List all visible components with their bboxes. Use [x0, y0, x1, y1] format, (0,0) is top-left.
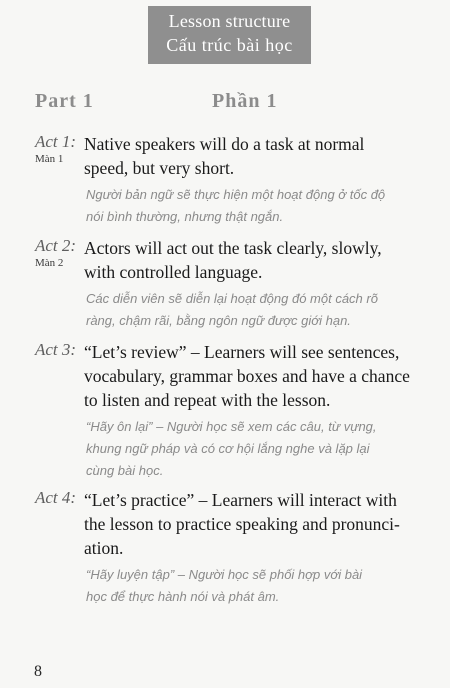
lesson-structure-title-box	[148, 6, 311, 64]
act-translation-line: khung ngữ pháp và có cơ hội lắng nghe và lặp lại	[86, 441, 370, 456]
act-sub-label: Màn 1	[35, 153, 64, 165]
act-translation-line: ràng, chậm rãi, bằng ngôn ngữ được giới hạn.	[86, 313, 351, 328]
act-translation	[86, 184, 435, 228]
act-label: Act 3:	[35, 340, 77, 359]
act-label: Act 2:	[35, 236, 77, 255]
title-english: Lesson structure	[168, 11, 291, 31]
act-translation	[86, 564, 435, 608]
act-description-line: ation.	[84, 538, 124, 558]
act-description	[84, 488, 435, 560]
act-2	[35, 236, 435, 332]
act-description	[84, 236, 435, 284]
act-description-line: the lesson to practice speaking and pronunci-	[84, 514, 400, 534]
act-description-line: “Let’s review” – Learners will see sentences,	[84, 342, 400, 362]
act-translation-line: nói bình thường, nhưng thật ngắn.	[86, 209, 284, 224]
act-description-line: to listen and repeat with the lesson.	[84, 390, 331, 410]
act-translation-line: Người bản ngữ sẽ thực hiện một hoạt động ở tốc độ	[86, 187, 386, 202]
act-translation	[86, 288, 435, 332]
act-1	[35, 132, 435, 228]
title-vietnamese: Cấu trúc bài học	[166, 35, 293, 55]
act-sub-label: Màn 2	[35, 257, 64, 269]
page-number: 8	[34, 663, 42, 680]
act-4	[35, 488, 435, 608]
act-translation-line: Các diễn viên sẽ diễn lại hoạt động đó một cách rõ	[86, 291, 378, 306]
act-translation-line: “Hãy ôn lại” – Người học sẽ xem các câu, từ vựng,	[86, 419, 377, 434]
act-description	[84, 340, 435, 412]
act-3	[35, 340, 435, 482]
act-description-line: vocabulary, grammar boxes and have a chance	[84, 366, 410, 386]
act-translation	[86, 416, 435, 482]
part-heading-vietnamese: Phần 1	[212, 90, 278, 112]
act-translation-line: cùng bài học.	[86, 463, 164, 478]
act-label: Act 4:	[35, 488, 77, 507]
act-translation-line: học để thực hành nói và phát âm.	[86, 589, 280, 604]
act-description-line: Native speakers will do a task at normal	[84, 134, 365, 154]
act-description-line: with controlled language.	[84, 262, 263, 282]
act-description-line: “Let’s practice” – Learners will interact with	[84, 490, 397, 510]
act-description-line: speed, but very short.	[84, 158, 235, 178]
act-label: Act 1:	[35, 132, 77, 151]
act-translation-line: “Hãy luyện tập” – Người học sẽ phối hợp với bài	[86, 567, 363, 582]
act-description-line: Actors will act out the task clearly, slowly,	[84, 238, 382, 258]
part-heading-english: Part 1	[35, 90, 94, 112]
act-description	[84, 132, 435, 180]
